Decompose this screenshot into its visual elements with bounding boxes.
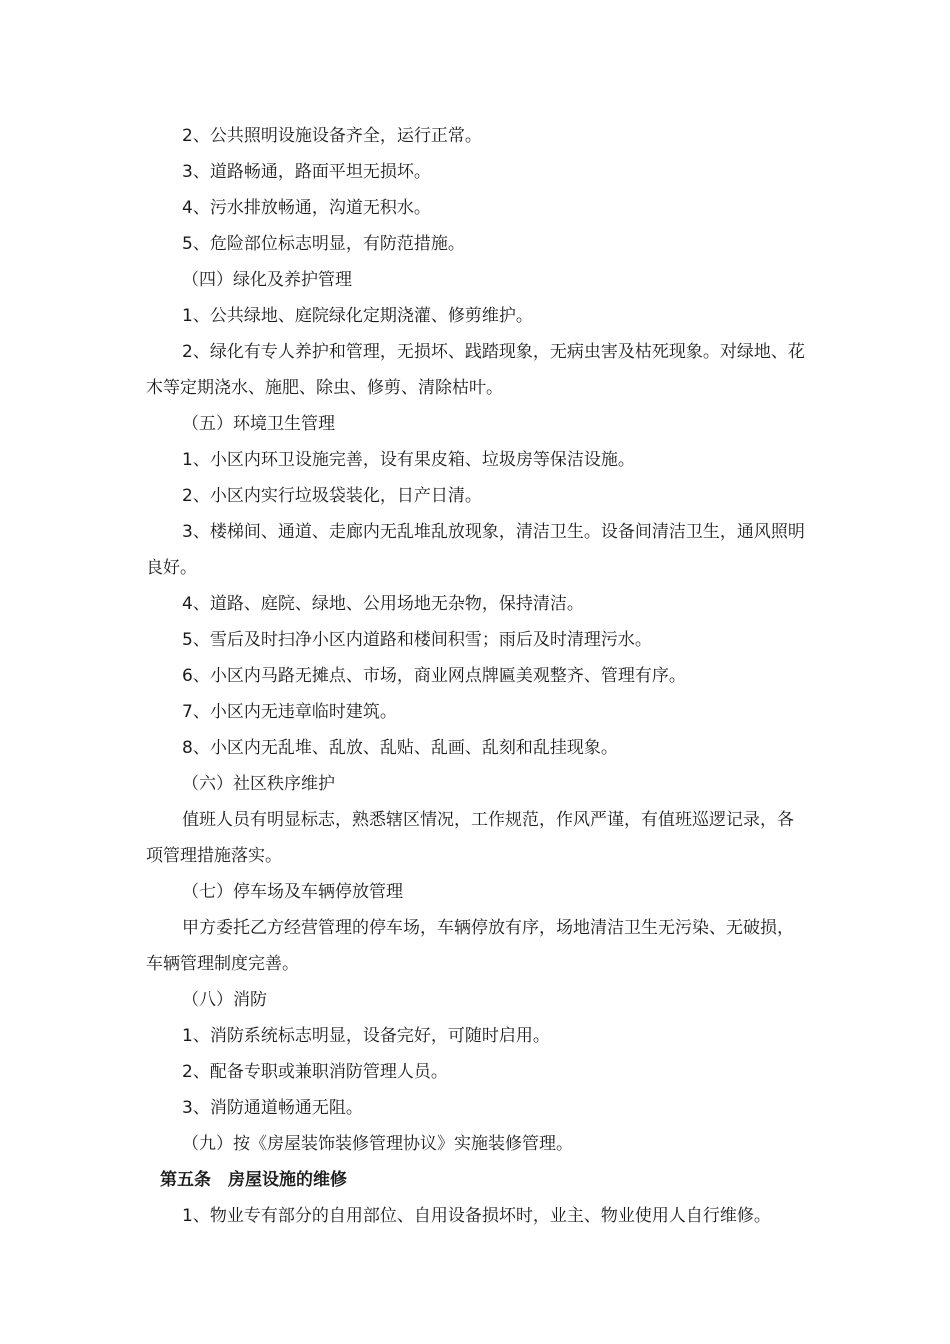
paragraph-item: 1、消防系统标志明显，设备完好，可随时启用。 bbox=[182, 1026, 550, 1046]
paragraph-item: 值班人员有明显标志，熟悉辖区情况，工作规范，作风严谨，有值班巡逻记录，各项管理措施落实。 bbox=[146, 810, 794, 866]
paragraph-item: 8、小区内无乱堆、乱放、乱贴、乱画、乱刻和乱挂现象。 bbox=[182, 738, 618, 758]
paragraph-item: 7、小区内无违章临时建筑。 bbox=[182, 702, 397, 722]
section-title: （六）社区秩序维护 bbox=[182, 774, 335, 794]
section-title: （八）消防 bbox=[182, 990, 267, 1010]
paragraph-item: 1、物业专有部分的自用部位、自用设备损坏时，业主、物业使用人自行维修。 bbox=[182, 1206, 771, 1226]
article-heading: 第五条 房屋设施的维修 bbox=[160, 1170, 347, 1190]
paragraph-item: 6、小区内马路无摊点、市场，商业网点牌匾美观整齐、管理有序。 bbox=[182, 666, 686, 686]
paragraph-item: 2、配备专职或兼职消防管理人员。 bbox=[182, 1062, 448, 1082]
paragraph-item: 1、小区内环卫设施完善，设有果皮箱、垃圾房等保洁设施。 bbox=[182, 450, 635, 470]
paragraph-item: 5、危险部位标志明显，有防范措施。 bbox=[182, 234, 465, 254]
paragraph-item: 3、消防通道畅通无阻。 bbox=[182, 1098, 363, 1118]
paragraph-item: 甲方委托乙方经营管理的停车场，车辆停放有序，场地清洁卫生无污染、无破损，车辆管理制度完善。 bbox=[146, 918, 794, 974]
section-title: （九）按《房屋装饰装修管理协议》实施装修管理。 bbox=[182, 1134, 573, 1154]
section-title: （四）绿化及养护管理 bbox=[182, 270, 352, 290]
section-title: （七）停车场及车辆停放管理 bbox=[182, 882, 403, 902]
paragraph-item: 2、小区内实行垃圾袋装化，日产日清。 bbox=[182, 486, 482, 506]
paragraph-item: 2、绿化有专人养护和管理，无损坏、践踏现象，无病虫害及枯死现象。对绿地、花木等定期浇水、施肥、除虫、修剪、清除枯叶。 bbox=[146, 342, 805, 398]
paragraph-item: 1、公共绿地、庭院绿化定期浇灌、修剪维护。 bbox=[182, 306, 533, 326]
paragraph-item: 4、道路、庭院、绿地、公用场地无杂物，保持清洁。 bbox=[182, 594, 584, 614]
paragraph-item: 3、楼梯间、通道、走廊内无乱堆乱放现象，清洁卫生。设备间清洁卫生，通风照明良好。 bbox=[146, 522, 805, 578]
paragraph-item: 5、雪后及时扫净小区内道路和楼间积雪；雨后及时清理污水。 bbox=[182, 630, 652, 650]
section-title: （五）环境卫生管理 bbox=[182, 414, 335, 434]
paragraph-item: 2、公共照明设施设备齐全，运行正常。 bbox=[182, 126, 482, 146]
paragraph-item: 4、污水排放畅通，沟道无积水。 bbox=[182, 198, 431, 218]
document-body bbox=[146, 118, 806, 1234]
paragraph-item: 3、道路畅通，路面平坦无损坏。 bbox=[182, 162, 431, 182]
